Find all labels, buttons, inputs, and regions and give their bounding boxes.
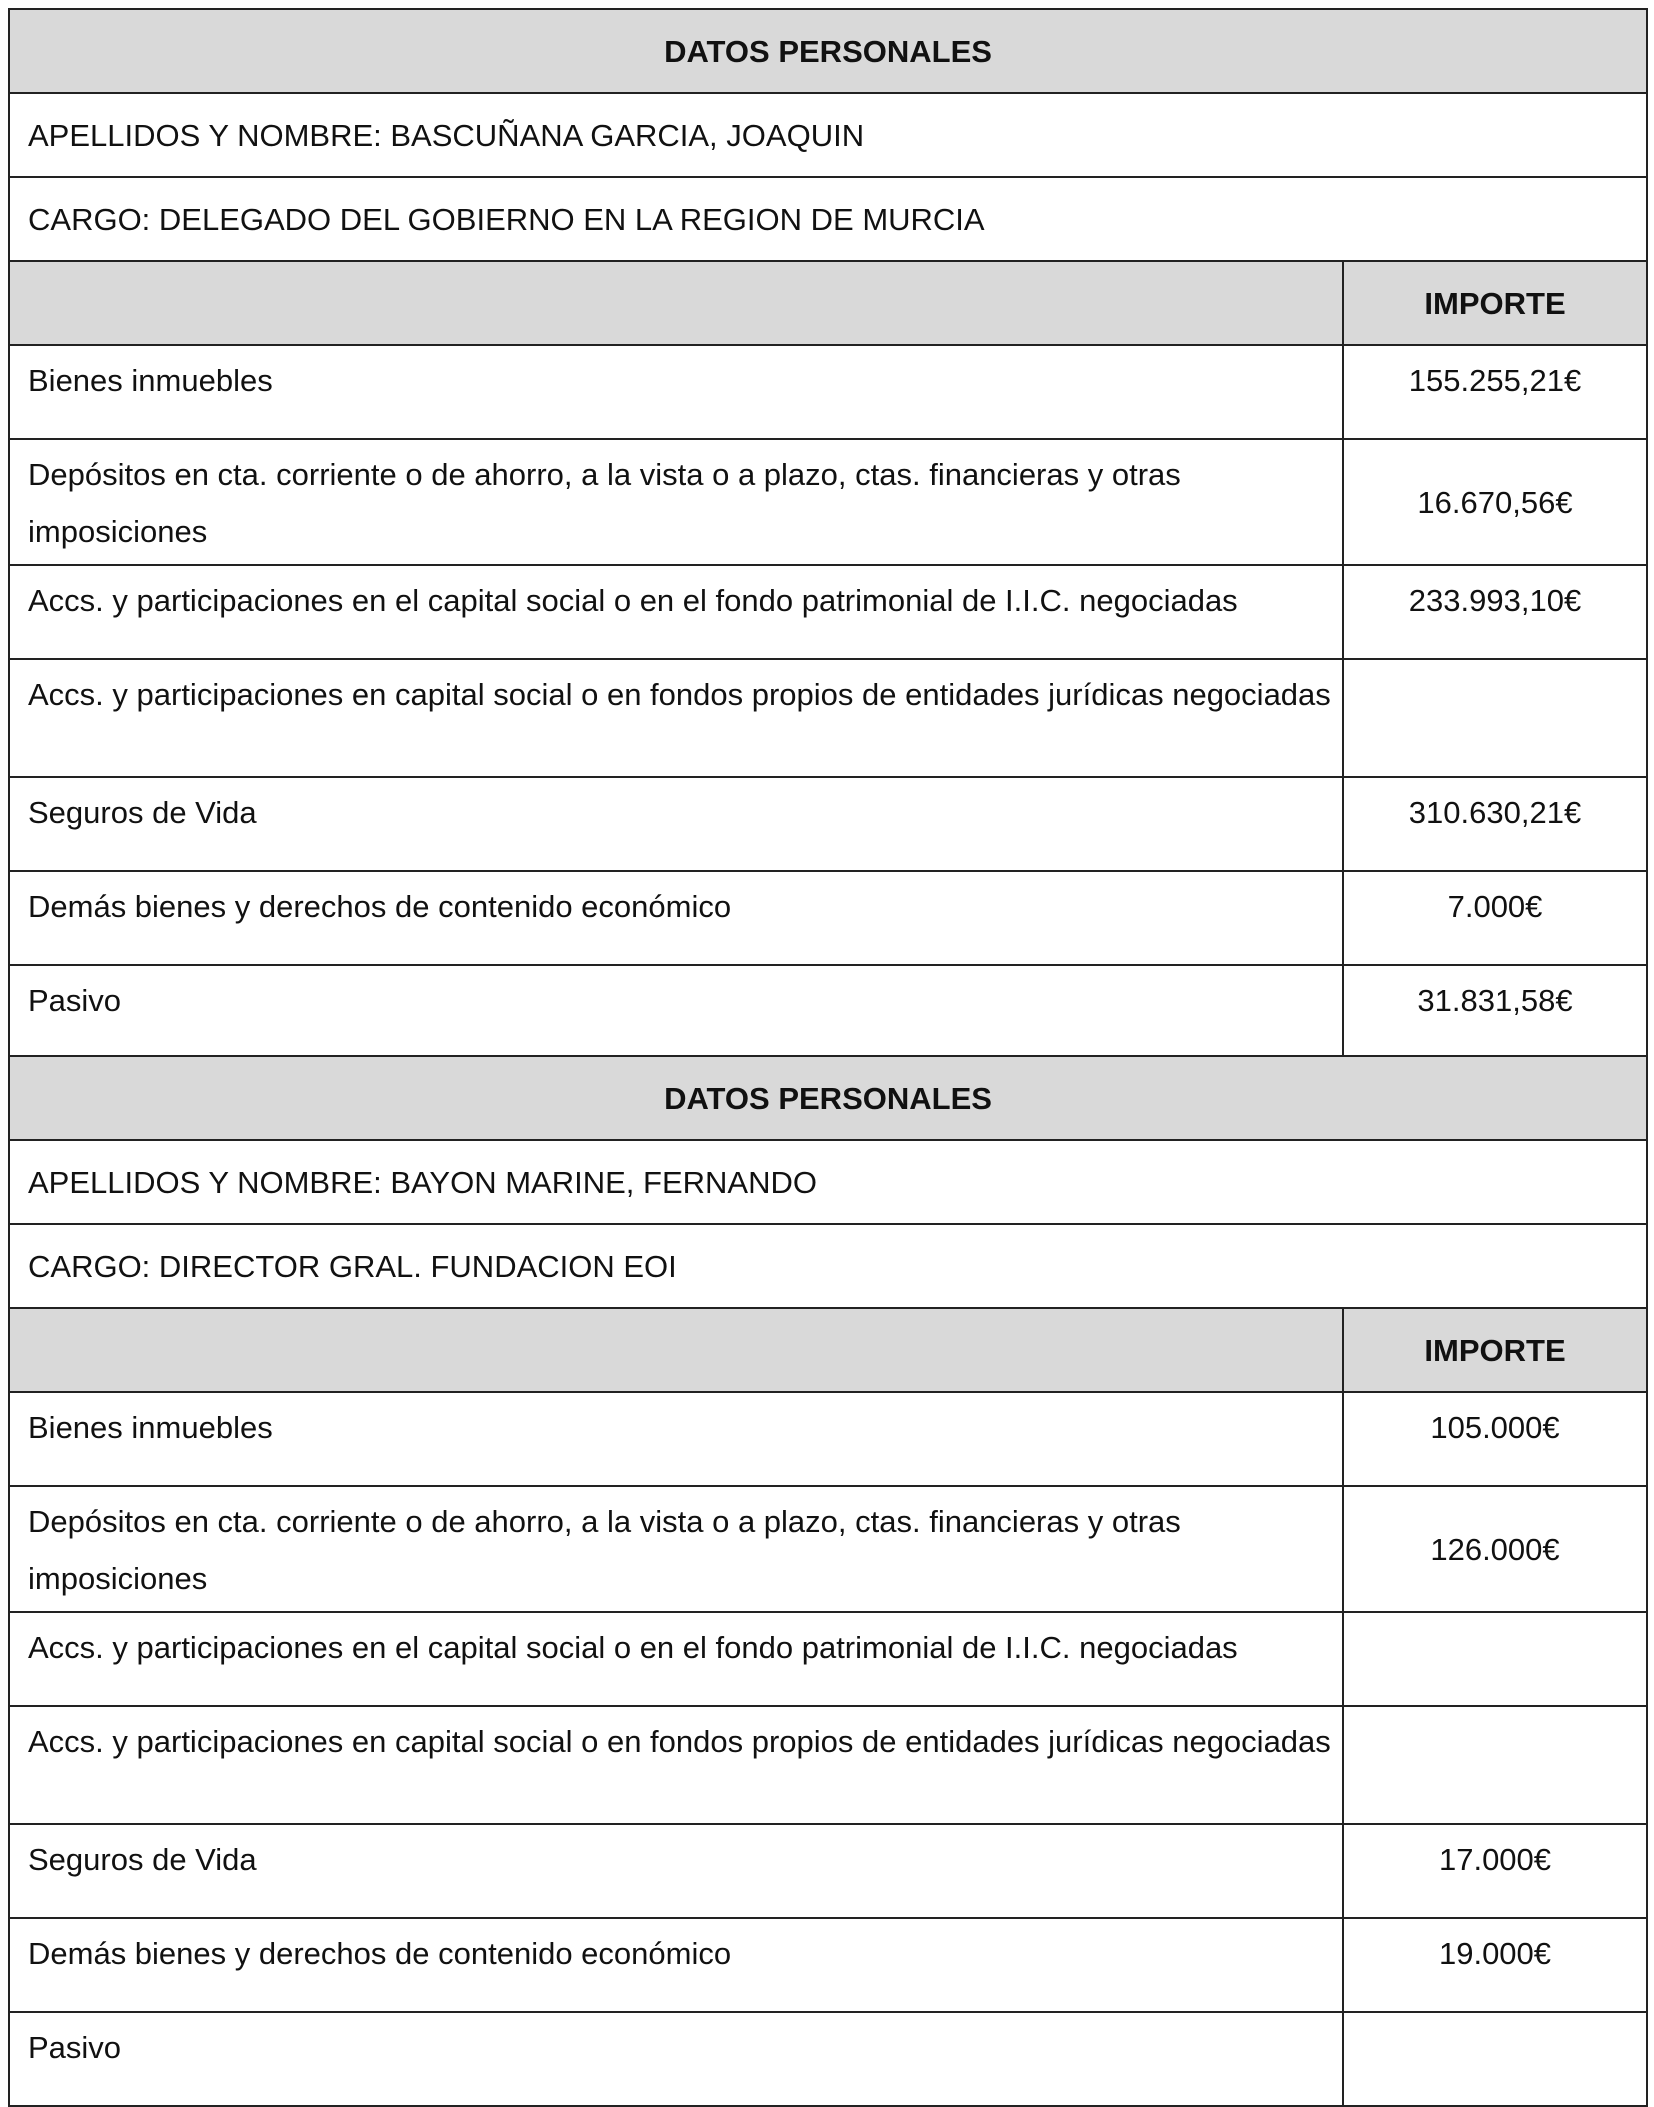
position-row — [9, 177, 1647, 261]
asset-amount: 155.255,21€ — [1343, 345, 1647, 439]
liability-amount: 31.831,58€ — [1343, 965, 1647, 1059]
liability-row — [9, 965, 1647, 1059]
asset-amount: 105.000€ — [1343, 1392, 1647, 1486]
asset-row — [9, 659, 1647, 777]
asset-amount — [1343, 659, 1647, 777]
asset-label: Accs. y participaciones en capital social o en fondos propios de entidades jurídicas negociadas — [9, 659, 1343, 777]
name-row — [9, 93, 1647, 177]
asset-row — [9, 345, 1647, 439]
position-row — [9, 1224, 1647, 1308]
column-header-row — [9, 1308, 1647, 1392]
asset-label: Bienes inmuebles — [9, 345, 1343, 439]
amount-column-header: IMPORTE — [1343, 261, 1647, 345]
asset-label: Seguros de Vida — [9, 777, 1343, 871]
asset-label: Seguros de Vida — [9, 1824, 1343, 1918]
asset-row — [9, 1612, 1647, 1706]
asset-row — [9, 777, 1647, 871]
asset-label: Accs. y participaciones en el capital social o en el fondo patrimonial de I.I.C. negociadas — [9, 565, 1343, 659]
asset-row — [9, 1486, 1647, 1612]
full-name: APELLIDOS Y NOMBRE: BAYON MARINE, FERNANDO — [9, 1140, 1647, 1224]
asset-row — [9, 1918, 1647, 2012]
asset-amount: 126.000€ — [1343, 1486, 1647, 1612]
section-title: DATOS PERSONALES — [9, 9, 1647, 93]
asset-label: Accs. y participaciones en capital social o en fondos propios de entidades jurídicas negociadas — [9, 1706, 1343, 1824]
asset-row — [9, 439, 1647, 565]
asset-row — [9, 871, 1647, 965]
asset-amount: 17.000€ — [1343, 1824, 1647, 1918]
asset-label: Demás bienes y derechos de contenido económico — [9, 871, 1343, 965]
asset-row — [9, 1706, 1647, 1824]
asset-row — [9, 1392, 1647, 1486]
asset-row — [9, 1824, 1647, 1918]
asset-label: Accs. y participaciones en el capital social o en el fondo patrimonial de I.I.C. negociadas — [9, 1612, 1343, 1706]
asset-amount: 7.000€ — [1343, 871, 1647, 965]
asset-amount — [1343, 1706, 1647, 1824]
declaration-table-2 — [8, 1055, 1648, 2107]
liability-row — [9, 2012, 1647, 2106]
asset-amount: 16.670,56€ — [1343, 439, 1647, 565]
liability-label: Pasivo — [9, 965, 1343, 1059]
position: CARGO: DELEGADO DEL GOBIERNO EN LA REGION DE MURCIA — [9, 177, 1647, 261]
section-title: DATOS PERSONALES — [9, 1056, 1647, 1140]
name-row — [9, 1140, 1647, 1224]
amount-column-header: IMPORTE — [1343, 1308, 1647, 1392]
asset-label: Bienes inmuebles — [9, 1392, 1343, 1486]
full-name: APELLIDOS Y NOMBRE: BASCUÑANA GARCIA, JOAQUIN — [9, 93, 1647, 177]
asset-amount: 19.000€ — [1343, 1918, 1647, 2012]
asset-amount: 233.993,10€ — [1343, 565, 1647, 659]
asset-amount: 310.630,21€ — [1343, 777, 1647, 871]
section-title-row — [9, 1056, 1647, 1140]
position: CARGO: DIRECTOR GRAL. FUNDACION EOI — [9, 1224, 1647, 1308]
asset-label: Demás bienes y derechos de contenido económico — [9, 1918, 1343, 2012]
label-column-header — [9, 261, 1343, 345]
section-title-row — [9, 9, 1647, 93]
asset-label: Depósitos en cta. corriente o de ahorro, a la vista o a plazo, ctas. financieras y otras imposiciones — [9, 439, 1343, 565]
asset-amount — [1343, 1612, 1647, 1706]
asset-row — [9, 565, 1647, 659]
column-header-row — [9, 261, 1647, 345]
liability-label: Pasivo — [9, 2012, 1343, 2106]
declaration-table-1 — [8, 8, 1648, 1060]
liability-amount — [1343, 2012, 1647, 2106]
asset-label: Depósitos en cta. corriente o de ahorro, a la vista o a plazo, ctas. financieras y otras imposiciones — [9, 1486, 1343, 1612]
label-column-header — [9, 1308, 1343, 1392]
